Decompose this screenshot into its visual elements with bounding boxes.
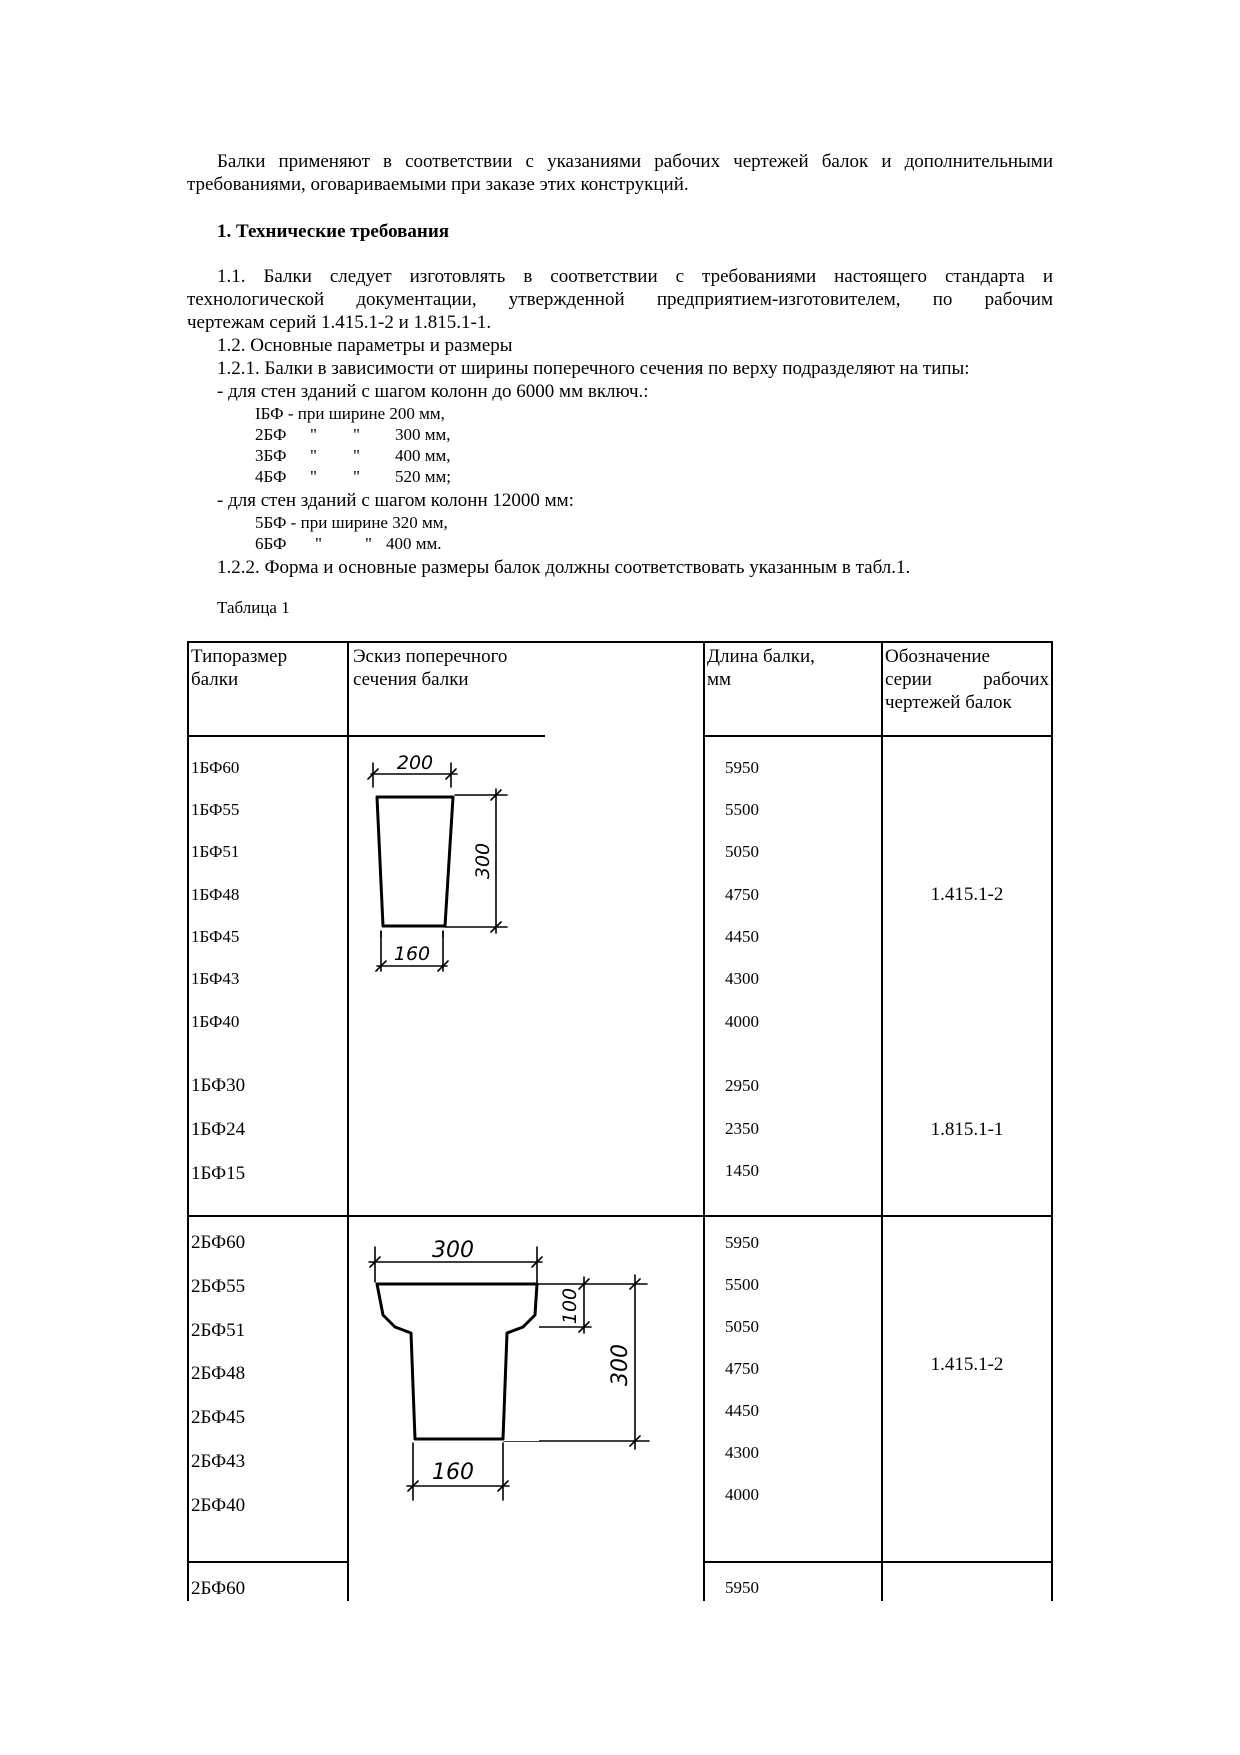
group2-item-1 [255, 513, 448, 533]
table-row-length: 5050 [725, 1317, 759, 1336]
p-1-2-1: 1.2.1. Балки в зависимости от ширины поперечного сечения по верху подразделяют на типы: [217, 358, 970, 379]
p-1-2-2: 1.2.2. Форма и основные размеры балок должны соответствовать указанным в табл.1. [217, 557, 911, 578]
item-name: 2БФ [255, 425, 287, 444]
beam-profile [377, 797, 453, 926]
table-top-border [187, 641, 1053, 643]
table-row-length: 4450 [725, 1401, 759, 1420]
table-caption: Таблица 1 [217, 598, 290, 617]
item-value: 520 мм; [395, 467, 451, 486]
header-bottom-border [187, 735, 349, 737]
table-row-length: 4450 [725, 927, 759, 946]
table-row-type: 1БФ60 [191, 758, 240, 777]
group1-item-1 [255, 404, 445, 424]
header-type: Типоразмер балки [191, 646, 288, 690]
header-bottom-border [703, 735, 1053, 737]
ditto-mark: " [315, 534, 322, 553]
table-row-type: 2БФ51 [191, 1320, 246, 1341]
table-row-length: 2950 [725, 1076, 759, 1095]
table-row-length: 4750 [725, 885, 759, 904]
header-series: Обозначение серии рабочих чертежей балок [885, 646, 1049, 713]
p-1-2: 1.2. Основные параметры и размеры [217, 335, 513, 356]
table-row-type: 1БФ40 [191, 1012, 240, 1031]
table-row-type: 2БФ48 [191, 1363, 246, 1384]
ditto-mark: " [310, 446, 317, 465]
table-row-type: 1БФ45 [191, 927, 240, 946]
beam-cross-section-sketch-1-bottom [349, 931, 549, 991]
intro-line-1: Балки применяют в соответствии с указаниями рабочих чертежей балок и дополнительными [217, 151, 1053, 172]
table-row-type: 1БФ15 [191, 1163, 246, 1184]
dim-bottom-width: 160 [393, 943, 431, 965]
item-name: 3БФ [255, 446, 287, 465]
table-row-type: 2БФ43 [191, 1451, 246, 1472]
col-divider-2 [703, 641, 705, 1601]
group2-intro: - для стен зданий с шагом колонн 12000 мм: [217, 490, 574, 511]
table-row-type: 1БФ43 [191, 969, 240, 988]
table-row-type: 1БФ48 [191, 885, 240, 904]
item-value: 400 мм. [386, 534, 442, 553]
group2-item-2 [255, 534, 655, 554]
beam-table [187, 641, 1053, 1601]
table-row-length: 4300 [725, 1443, 759, 1462]
table-row-length: 5500 [725, 1275, 759, 1294]
table-row-type: 1БФ30 [191, 1075, 246, 1096]
dim-top-width: 200 [396, 752, 434, 774]
table-row-length: 4300 [725, 969, 759, 988]
table-row-length: 5950 [725, 1578, 759, 1597]
table-row-length: 4000 [725, 1485, 759, 1504]
table-row-length: 4000 [725, 1012, 759, 1031]
group1-intro: - для стен зданий с шагом колонн до 6000 мм включ.: [217, 381, 649, 402]
table-row-length: 2350 [725, 1119, 759, 1138]
dim-height: 300 [472, 842, 494, 880]
p-1-1-line-2: технологической документации, утвержденной предприятием-изготовителем, по рабочим [187, 289, 1053, 310]
ditto-mark: " [310, 425, 317, 444]
ditto-mark: " [353, 467, 360, 486]
item-value: 400 мм, [395, 446, 451, 465]
p-1-1-line-3: чертежам серий 1.415.1-2 и 1.815.1-1. [187, 312, 492, 333]
section-title: 1. Технические требования [217, 221, 450, 242]
table-row-length: 5500 [725, 800, 759, 819]
item-value: 300 мм, [395, 425, 451, 444]
item-name: 5БФ - при ширине 320 мм, [255, 513, 448, 532]
series-designation: 1.415.1-2 [930, 1354, 1004, 1375]
table-right-border [1051, 641, 1053, 1601]
table-row-length: 5950 [725, 1233, 759, 1252]
table-row-type: 2БФ45 [191, 1407, 246, 1428]
group1-item-2 [255, 425, 655, 445]
table-row-length: 5050 [725, 842, 759, 861]
ditto-mark: " [310, 467, 317, 486]
dim-top-width: 300 [432, 1238, 474, 1263]
table-row-type: 2БФ40 [191, 1495, 246, 1516]
beam-cross-section-sketch-2 [349, 1217, 703, 1561]
block-separator [703, 1561, 1053, 1563]
ditto-mark: " [353, 446, 360, 465]
table-row-type: 2БФ60 [191, 1232, 246, 1253]
p-1-1-line-1: 1.1. Балки следует изготовлять в соответствии с требованиями настоящего стандарта и [217, 266, 1053, 287]
table-row-length: 4750 [725, 1359, 759, 1378]
dim-bottom-width: 160 [432, 1460, 474, 1485]
dim-flange-height: 100 [559, 1287, 581, 1325]
block-separator [187, 1561, 349, 1563]
item-name: 6БФ [255, 534, 287, 553]
dim-height: 300 [608, 1344, 633, 1386]
ditto-mark: " [353, 425, 360, 444]
item-name: 4БФ [255, 467, 287, 486]
beam-cross-section-sketch-1 [349, 737, 703, 937]
series-designation: 1.815.1-1 [930, 1119, 1004, 1140]
intro-line-2: требованиями, оговариваемыми при заказе этих конструкций. [187, 174, 689, 195]
group1-item-4 [255, 467, 655, 487]
header-sketch: Эскиз поперечного сечения балки [353, 646, 508, 690]
table-row-type: 2БФ60 [191, 1578, 246, 1599]
ditto-mark: " [365, 534, 372, 553]
table-row-type: 1БФ55 [191, 800, 240, 819]
header-length: Длина балки, мм [707, 646, 815, 690]
series-designation: 1.415.1-2 [930, 884, 1004, 905]
table-left-border [187, 641, 189, 1601]
table-row-type: 1БФ24 [191, 1119, 246, 1140]
table-row-length: 5950 [725, 758, 759, 777]
table-row-type: 1БФ51 [191, 842, 240, 861]
table-row-length: 1450 [725, 1161, 759, 1180]
item-name: IБФ - при ширине 200 мм, [255, 404, 445, 423]
table-row-type: 2БФ55 [191, 1276, 246, 1297]
group1-item-3 [255, 446, 655, 466]
